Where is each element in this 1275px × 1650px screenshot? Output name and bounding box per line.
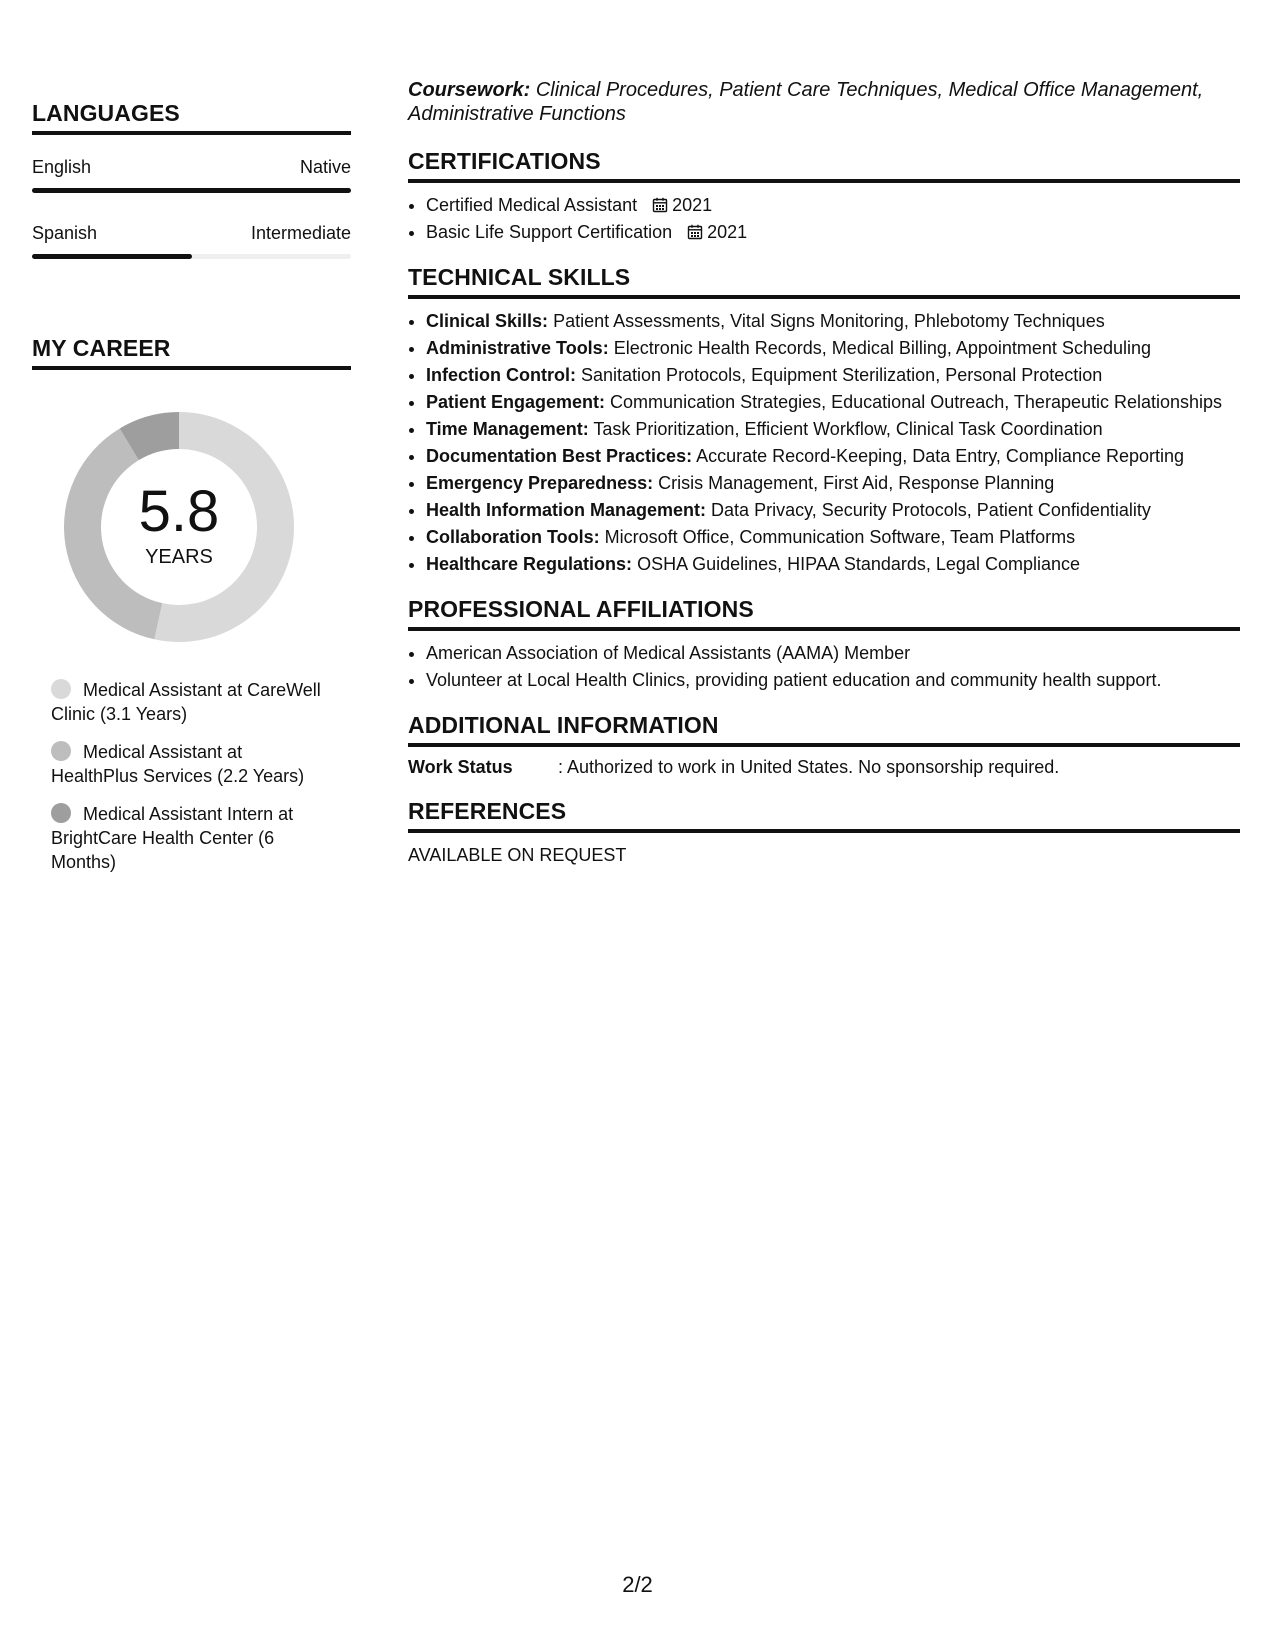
certification-name: Certified Medical Assistant [426, 195, 638, 215]
skill-item [426, 336, 1240, 360]
additional-info-heading: ADDITIONAL INFORMATION [408, 712, 1240, 747]
skill-text: Communication Strategies, Educational Outreach, Therapeutic Relationships [610, 392, 1223, 412]
career-donut-chart [64, 412, 294, 642]
calendar-icon [652, 197, 668, 213]
affiliation-item: • American Association of Medical Assistants (AAMA) Member [426, 641, 1240, 665]
skill-label: Time Management: [426, 419, 589, 439]
language-item [32, 157, 351, 193]
work-status-label: Work Status [408, 757, 513, 777]
skill-label: Healthcare Regulations: [426, 554, 633, 574]
skill-text: Microsoft Office, Communication Software, Team Platforms [604, 527, 1076, 547]
technical-skills-list [408, 309, 1240, 576]
skill-item [426, 498, 1240, 522]
skill-item [426, 471, 1240, 495]
coursework [408, 78, 1240, 126]
calendar-icon [687, 224, 703, 240]
certification-item [426, 220, 1240, 244]
skill-text: Sanitation Protocols, Equipment Sterilization, Personal Protection [581, 365, 1103, 385]
career-total-years: 5.8 [138, 479, 220, 544]
page-number: 2/2 [622, 1572, 653, 1597]
references-text: AVAILABLE ON REQUEST [408, 845, 627, 865]
skill-text: OSHA Guidelines, HIPAA Standards, Legal Compliance [637, 554, 1080, 574]
affiliations-heading: PROFESSIONAL AFFILIATIONS [408, 596, 1240, 631]
skill-item [426, 552, 1240, 576]
skill-label: Emergency Preparedness: [426, 473, 654, 493]
career-legend-item [51, 740, 321, 788]
legend-dot [51, 803, 71, 823]
legend-label: Medical Assistant at HealthPlus Services (2.2 Years) [51, 742, 305, 786]
certification-name: Basic Life Support Certification [426, 222, 673, 242]
skill-text: Data Privacy, Security Protocols, Patient Confidentiality [711, 500, 1151, 520]
career-legend [51, 678, 321, 874]
skill-item [426, 417, 1240, 441]
skill-label: Health Information Management: [426, 500, 707, 520]
skill-label: Collaboration Tools: [426, 527, 600, 547]
career-heading: MY CAREER [32, 335, 351, 370]
skill-text: Accurate Record-Keeping, Data Entry, Compliance Reporting [696, 446, 1185, 466]
skill-label: Infection Control: [426, 365, 576, 385]
affiliations-list [408, 641, 1240, 692]
skill-item [426, 309, 1240, 333]
legend-dot [51, 679, 71, 699]
skill-label: Administrative Tools: [426, 338, 609, 358]
skill-label: Patient Engagement: [426, 392, 606, 412]
skill-label: Documentation Best Practices: [426, 446, 693, 466]
language-name: English [32, 157, 92, 177]
legend-dot [51, 741, 71, 761]
skill-text: Crisis Management, First Aid, Response Planning [658, 473, 1055, 493]
certification-year: 2021 [672, 195, 713, 215]
language-bar [32, 254, 351, 259]
affiliation-item: • Volunteer at Local Health Clinics, providing patient education and community health support. [426, 668, 1240, 692]
technical-skills-heading: TECHNICAL SKILLS [408, 264, 1240, 299]
skill-text: Electronic Health Records, Medical Billing, Appointment Scheduling [613, 338, 1152, 358]
language-name: Spanish [32, 223, 98, 243]
career-total-unit: YEARS [145, 546, 213, 568]
languages-heading: LANGUAGES [32, 100, 351, 135]
legend-label: Medical Assistant Intern at BrightCare Health Center (6 Months) [51, 804, 294, 872]
certification-year: 2021 [707, 222, 748, 242]
career-legend-item [51, 678, 321, 726]
skill-label: Clinical Skills: [426, 311, 549, 331]
sidebar [32, 100, 351, 888]
skill-text: Patient Assessments, Vital Signs Monitoring, Phlebotomy Techniques [553, 311, 1105, 331]
legend-label: Medical Assistant at CareWell Clinic (3.1 Years) [51, 680, 321, 724]
career-legend-item [51, 802, 321, 874]
skill-text: Task Prioritization, Efficient Workflow, Clinical Task Coordination [593, 419, 1103, 439]
certification-item [426, 193, 1240, 217]
skill-item [426, 363, 1240, 387]
work-status-value: : Authorized to work in United States. No sponsorship required. [558, 757, 1060, 777]
coursework-label: Coursework: [408, 79, 531, 101]
language-level: Intermediate [250, 223, 351, 243]
language-item [32, 223, 351, 259]
language-bar [32, 188, 351, 193]
certifications-list [408, 193, 1240, 244]
main-content [408, 78, 1240, 866]
skill-item [426, 444, 1240, 468]
language-bar-fill [32, 254, 192, 259]
work-status-row [408, 757, 1240, 778]
language-level: Native [299, 157, 351, 177]
skill-item [426, 390, 1240, 414]
skill-item [426, 525, 1240, 549]
language-bar-fill [32, 188, 351, 193]
references-heading: REFERENCES [408, 798, 1240, 833]
coursework-text: Clinical Procedures, Patient Care Techniques, Medical Office Management, Administrative Functions [408, 79, 1204, 125]
certifications-heading: CERTIFICATIONS [408, 148, 1240, 183]
